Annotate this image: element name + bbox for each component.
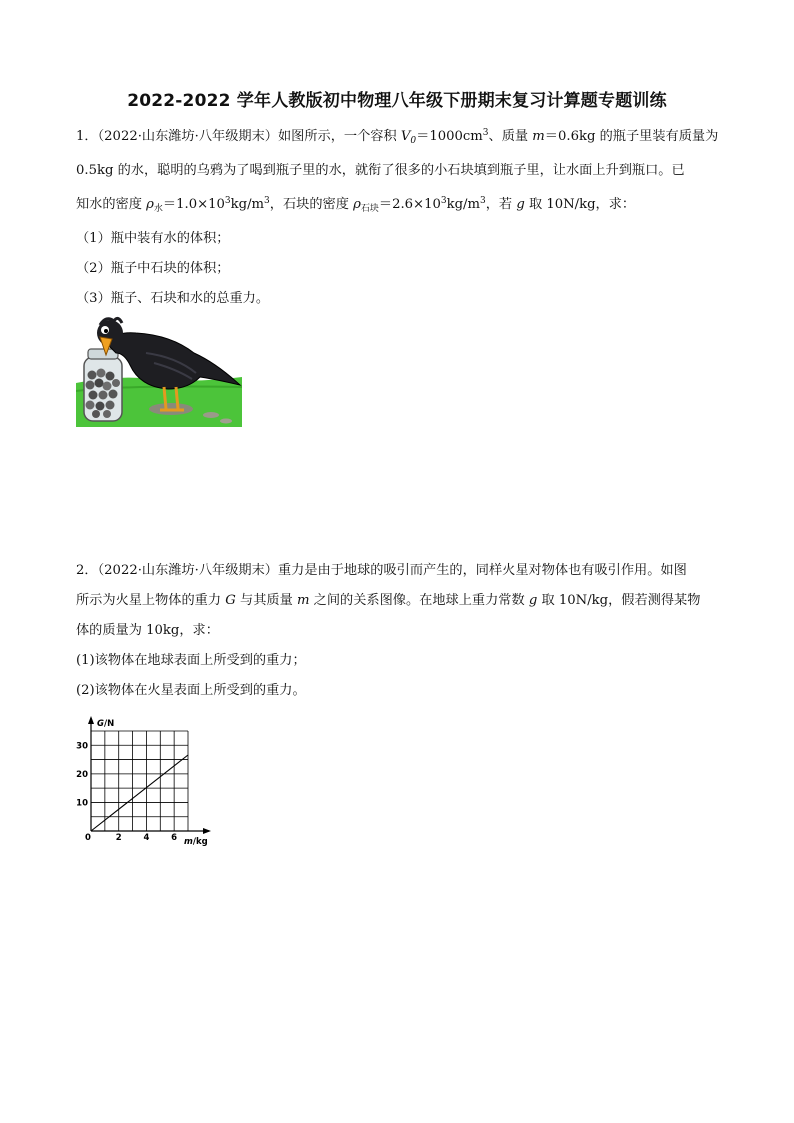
chart-axes — [88, 716, 211, 834]
q1-part-2: （2）瓶子中石块的体积； — [76, 261, 230, 276]
q2-line-3: 体的质量为 10kg，求： — [76, 623, 219, 638]
y-axis-arrow-icon — [88, 716, 94, 724]
q2-line-2: 所示为火星上物体的重力 G 与其质量 m 之间的关系图像。在地球上重力常数 g 取 10N/kg，假若测得某物 — [76, 593, 701, 608]
x-tick-label: 2 — [115, 833, 122, 843]
series-line — [91, 755, 188, 831]
q2-part-1: (1)该物体在地球表面上所受到的重力； — [76, 653, 306, 668]
x-axis-label: m/kg — [184, 837, 208, 847]
q1-line-3: 知水的密度 $\rho_水=1.0\times 10^3kg/m^3$，石块的密度 $\rho_{石块}=2.6\times 10^3kg/m^3$，若 g 取 10N/kg，求： — [76, 196, 636, 214]
g-m-chart — [76, 714, 216, 848]
q1-line-2: 0.5kg 的水，聪明的乌鸦为了喝到瓶子里的水，就衔了很多的小石块填到瓶子里，让水面上升到瓶口。已 — [76, 163, 685, 178]
q1-part-3: （3）瓶子、石块和水的总重力。 — [76, 291, 270, 306]
y-tick-label: 20 — [76, 769, 88, 780]
crow-bottle-illustration — [76, 313, 242, 427]
chart-series — [91, 755, 188, 831]
x-tick-label: 6 — [171, 833, 178, 843]
q1-line-1: 1．（2022·山东潍坊·八年级期末）如图所示，一个容积 $V_0=1000cm^3$、质量 m＝0.6kg 的瓶子里装有质量为 — [76, 128, 719, 146]
x-tick-label: 4 — [143, 833, 150, 843]
y-axis-label: G/N — [97, 719, 115, 729]
q2-part-2: (2)该物体在火星表面上所受到的重力。 — [76, 683, 306, 698]
chart-grid — [91, 731, 188, 831]
y-tick-label: 10 — [76, 798, 88, 809]
page-title: 2022-2022 学年人教版初中物理八年级下册期末复习计算题专题训练 — [127, 91, 667, 111]
y-tick-label: 30 — [76, 741, 88, 752]
x-axis-arrow-icon — [203, 828, 211, 834]
q1-part-1: （1）瓶中装有水的体积； — [76, 231, 230, 246]
q2-line-1: 2．（2022·山东潍坊·八年级期末）重力是由于地球的吸引而产生的，同样火星对物体也有吸引作用。如图 — [76, 563, 687, 578]
question-1 — [76, 118, 726, 314]
question-2 — [76, 556, 726, 706]
origin-label: 0 — [85, 833, 91, 843]
